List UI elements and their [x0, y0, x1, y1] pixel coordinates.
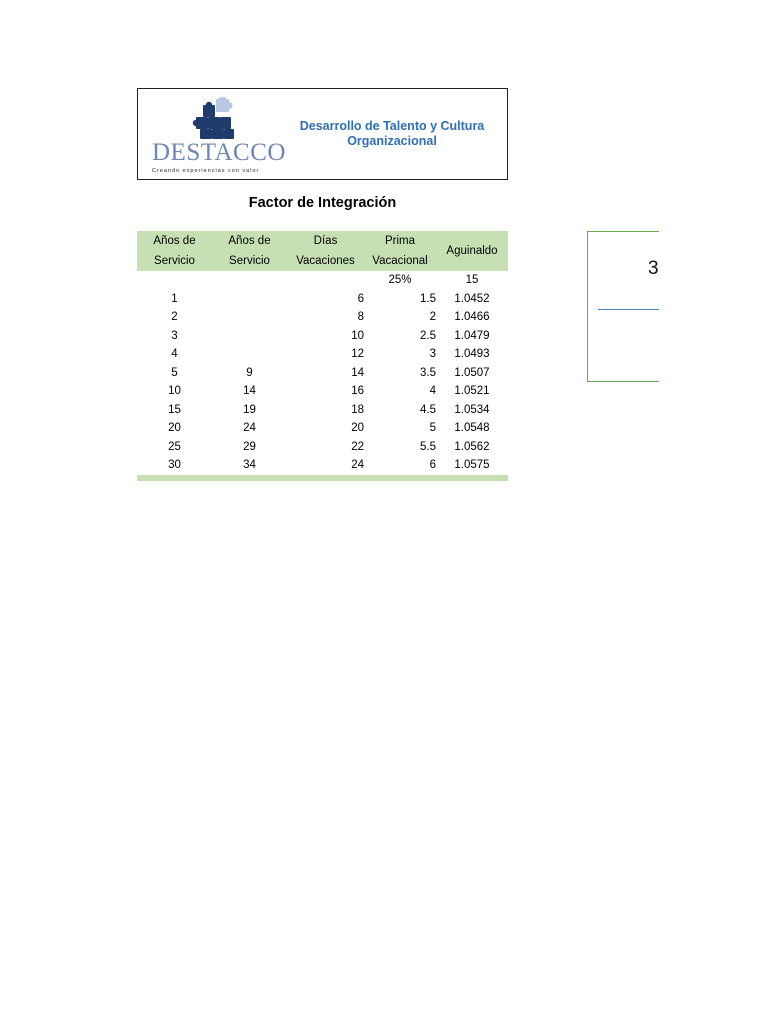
table-cell: 2: [429, 311, 436, 323]
side-panel-value: 3: [648, 258, 659, 279]
table-cell: 24: [351, 459, 364, 471]
table-cell: 24: [243, 422, 256, 434]
table-cell: 12: [351, 348, 364, 360]
table-cell: 3: [171, 329, 178, 342]
table-row: [137, 456, 508, 475]
table-cell: 3.5: [420, 366, 436, 379]
table-cell: 1.0521: [454, 385, 490, 397]
table-cell: 8: [357, 311, 364, 323]
table-cell: [287, 271, 364, 290]
table-cell: 16: [351, 385, 364, 397]
table-cell: 1.5: [420, 292, 436, 305]
table-cell: 10: [351, 329, 364, 342]
table-cell: 20: [168, 422, 181, 434]
table-cell: 2.5: [420, 329, 436, 342]
table-cell: 14: [243, 385, 256, 397]
table-row: [137, 419, 508, 438]
table-cell: 25%: [388, 274, 412, 286]
table-cell: [212, 308, 287, 327]
header-aguinaldo: Aguinaldo: [436, 231, 508, 271]
table-cell: 4: [171, 348, 178, 360]
header-anos-servicio-1: Años de Servicio: [137, 231, 212, 271]
table-cell: 5.5: [420, 440, 436, 453]
table-cell: 1.0466: [454, 311, 490, 323]
table-cell: 1.0534: [454, 403, 490, 416]
table-row: [137, 327, 508, 346]
table-cell: 1.0479: [454, 329, 490, 342]
factor-table: [137, 231, 508, 475]
table-cell: 15: [465, 274, 479, 286]
table-row: [137, 401, 508, 420]
table-row: [137, 364, 508, 383]
table-cell: 1: [171, 292, 178, 305]
table-cell: 3: [429, 348, 436, 360]
table-cell: 6: [357, 292, 364, 305]
table-cell: 5: [429, 422, 436, 434]
table-cell: 20: [351, 422, 364, 434]
table-cell: 1.0562: [454, 440, 490, 453]
table-cell: 2: [171, 311, 178, 323]
table-title: Factor de Integración: [248, 195, 397, 211]
logo-tagline: Creando experiencias con valor: [152, 168, 260, 174]
table-cell: [212, 327, 287, 346]
table-cell: 29: [243, 440, 256, 453]
department-line-2: Organizacional: [347, 134, 437, 148]
table-cell: 22: [351, 440, 364, 453]
department-title: [288, 119, 496, 149]
table-row: [137, 290, 508, 309]
table-cell: 1.0548: [454, 422, 490, 434]
table-cell: 15: [168, 403, 181, 416]
header-anos-servicio-2: Años de Servicio: [212, 231, 287, 271]
table-row: [137, 438, 508, 457]
table-cell: [137, 271, 212, 290]
table-cell: 1.0507: [454, 366, 490, 379]
header-prima-vacacional: Prima Vacacional: [364, 231, 436, 271]
table-cell: 34: [243, 459, 256, 471]
table-cell: 19: [243, 403, 256, 416]
table-cell: 9: [246, 366, 253, 379]
table-cell: 1.0493: [454, 348, 490, 360]
logo-wordmark: DESTACCO: [152, 139, 286, 166]
table-row: [137, 308, 508, 327]
table-row: [137, 345, 508, 364]
table-header-row: [137, 231, 508, 271]
table-cell: 30: [168, 459, 181, 471]
table-cell: 4: [429, 385, 436, 397]
table-cell: 5: [171, 366, 178, 379]
table-cell: 18: [351, 403, 364, 416]
table-cell: 10: [168, 385, 181, 397]
destacco-logo: [148, 97, 286, 174]
table-cell: [212, 271, 287, 290]
table-bottom-bar: [137, 475, 508, 481]
table-subheader-row: [137, 271, 508, 290]
table-cell: [212, 345, 287, 364]
page-edge: [659, 0, 768, 1024]
table-row: [137, 382, 508, 401]
table-cell: 4.5: [420, 403, 436, 416]
table-cell: 1.0452: [454, 292, 490, 305]
table-cell: [212, 290, 287, 309]
table-cell: 6: [429, 459, 436, 471]
header-dias-vacaciones: Días Vacaciones: [287, 231, 364, 271]
table-cell: 25: [168, 440, 181, 453]
table-cell: 1.0575: [454, 459, 490, 471]
table-cell: 14: [351, 366, 364, 379]
department-line-1: Desarrollo de Talento y Cultura: [299, 119, 485, 133]
header-banner: [137, 88, 508, 180]
